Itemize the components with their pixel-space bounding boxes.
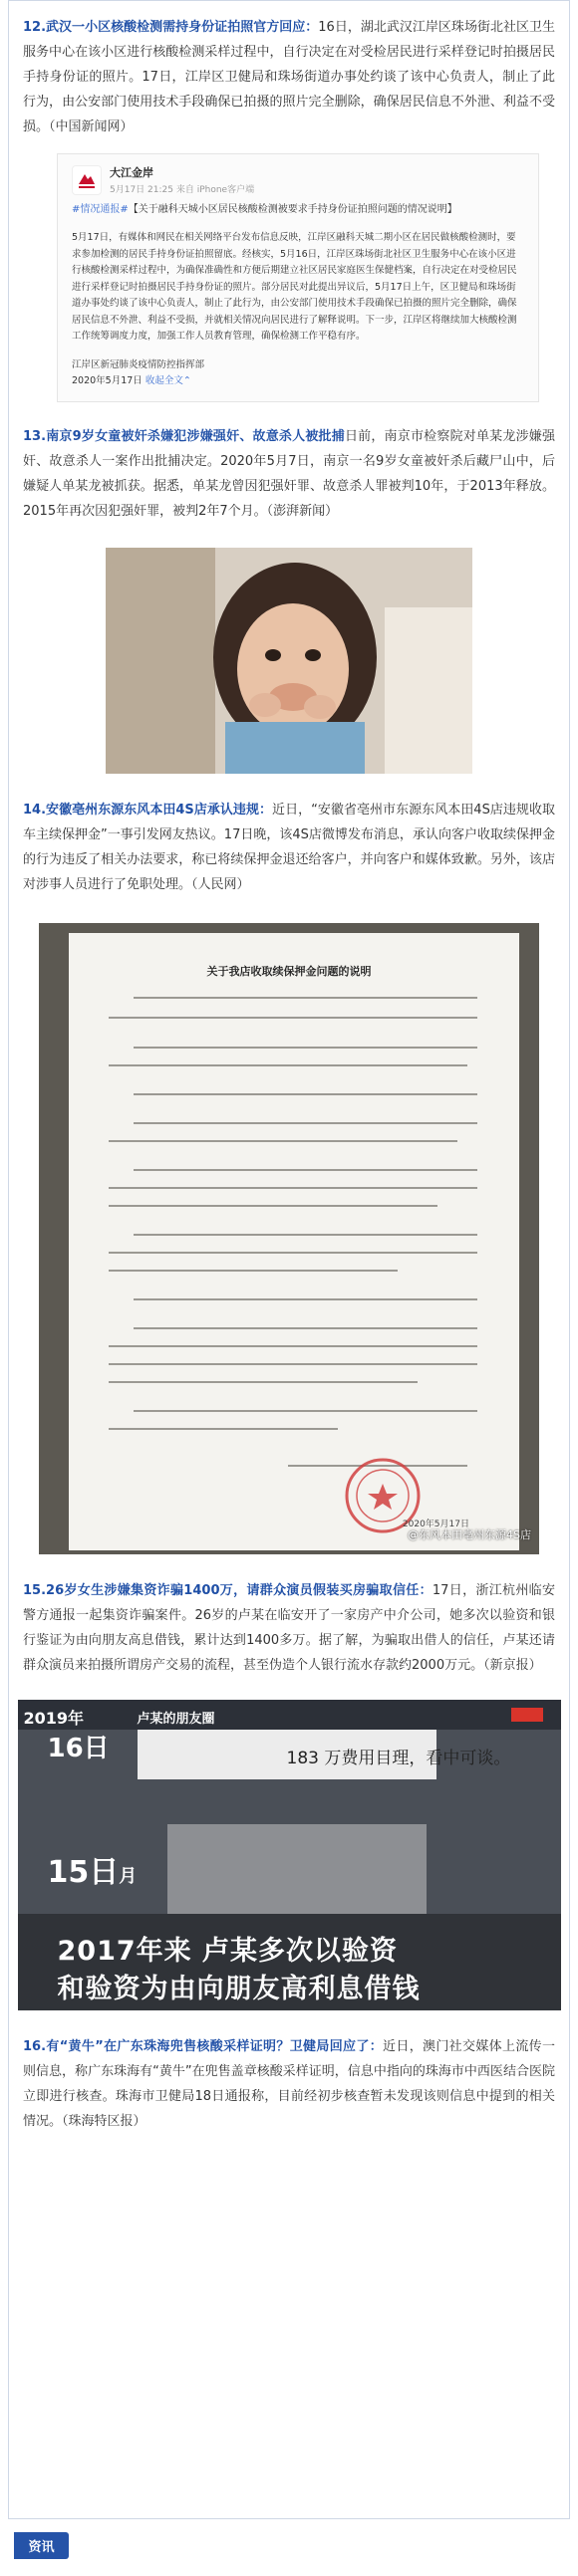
doc-title: 关于我店收取续保押金问题的说明 xyxy=(206,964,372,978)
collapse-link[interactable]: 收起全文 xyxy=(144,374,183,386)
video-caption-line-1: 2017年来 卢某多次以验资 xyxy=(57,1935,399,1967)
weibo-watermark: @东风本田亳州东源4S店 xyxy=(408,1527,531,1541)
news-paragraph xyxy=(23,798,555,897)
weibo-body: 5月17日，有媒体和网民在相关网络平台发布信息反映，江岸区融科天城二期小区在居民做核酸检测时，要求参加检测的居民手持身份证拍照留底。经核实，5月16日，江岸区珠场街北社区卫生服务中心在该小区进行核酸检测采样过程中，为确保准确性和方便后期建立社区居民家庭医生保健档案，自行决定在对受检居民进行采样登记时拍摄居民手持身份证的照片。部分居民对此提出异议后，5月17日上午，区卫健局和珠场街道办事处约谈了该中心负责人，制止了此行为，由公安部门使用技术手段确保已拍摄的照片完全删除，确保居民信息不外泄、利益不受损，并就相关情况向居民进行了解释说明。下一步，江岸区将继续加大核酸检测工作统筹调度力度，加强工作人员教育管理，确保检测工作平稳有序。 xyxy=(72,232,517,342)
weibo-sign-date: 2020年5月17日 xyxy=(72,374,143,386)
photo-wrap xyxy=(9,524,569,774)
weibo-time: 5月17日 21:25 来自 iPhone客户端 xyxy=(110,185,255,195)
news-body: 日前，南京市检察院对单某龙涉嫌强奸、故意杀人一案作出批捕决定。2020年5月7日，南京一名9岁女童被奸杀后藏尸山中，后嫌疑人单某龙被抓获。据悉，单某龙曾因犯强奸罪、故意杀人罪被判10年，于2013年释放。2015年再次因犯强奸罪，被判2年7个月。（澎湃新闻） xyxy=(23,428,555,519)
news-item-15 xyxy=(9,1554,569,1678)
news-headline: 12.武汉一小区核酸检测需持身份证拍照官方回应： xyxy=(23,20,319,35)
video-date-2-month: 月 xyxy=(119,1865,138,1887)
news-item-14 xyxy=(9,774,569,897)
weibo-header xyxy=(72,164,524,195)
section-tag-news[interactable]: 资讯 xyxy=(14,2532,69,2559)
video-date-2-day: 15日 xyxy=(47,1854,120,1890)
news-headline: 16.有“黄牛”在广东珠海兜售核酸采样证明？卫健局回应了： xyxy=(23,2038,384,2054)
weibo-sign-date-row xyxy=(72,373,524,389)
news-item-16 xyxy=(9,2010,569,2134)
chevron-up-icon: ⌃ xyxy=(182,374,191,386)
news-paragraph xyxy=(23,2034,555,2134)
news-headline: 15.26岁女生涉嫌集资诈骗1400万，请群众演员假装买房骗取信任： xyxy=(23,1582,433,1598)
news-body: 近日，“安徽省亳州市东源东风本田4S店违规收取车主续保押金”一事引发网友热议。17日晚，该4S店微博发布消息，承认向客户收取续保押金的行为违反了相关办法要求，称已将续保押金退还给客户，并向客户和媒体致歉。另外，该店对涉事人员进行了免职处理。（人民网） xyxy=(23,802,555,892)
doc-stamp-date: 2020年5月17日 xyxy=(402,1519,469,1529)
news-body: 16日，湖北武汉江岸区珠场街北社区卫生服务中心在该小区进行核酸检测采样过程中，自行决定在对受检居民进行采样登记时拍摄居民手持身份证的照片。17日，江岸区卫健局和珠场街道办事处约谈了该中心负责人，制止了此行为，由公安部门使用技术手段确保已拍摄的照片完全删除，确保居民信息不外泄、利益不受损。（中国新闻网） xyxy=(23,20,556,134)
video-wrap xyxy=(9,1678,569,2010)
news-paragraph xyxy=(23,424,555,524)
weibo-title: 【关于融科天城小区居民核酸检测被要求手持身份证拍照问题的情况说明】 xyxy=(128,204,457,215)
news-body: 17日，浙江杭州临安警方通报一起集资诈骗案件。26岁的卢某在临安开了一家房产中介公司，她多次以验资和银行鉴证为由向朋友高息借钱，累计达到1400多万。据了解，为骗取出借人的信任，卢某还请群众演员来拍摄所谓房产交易的流程，甚至伪造个人银行流水存款约2000万元。（新京报） xyxy=(23,1582,555,1673)
news-headline: 14.安徽亳州东源东风本田4S店承认违规： xyxy=(23,802,273,818)
video-topbar-title: 卢某的朋友圈 xyxy=(137,1711,215,1727)
weibo-signature xyxy=(72,357,524,389)
weibo-account-name[interactable]: 大江金岸 xyxy=(110,166,153,179)
news-paragraph xyxy=(23,15,555,139)
weibo-hashtag[interactable]: #情况通报# xyxy=(72,204,129,215)
news-item-12 xyxy=(9,1,569,139)
news-item-13 xyxy=(9,402,569,524)
weibo-screenshot xyxy=(57,153,539,402)
account-logo-icon xyxy=(72,165,102,195)
girl-photo xyxy=(106,548,472,774)
video-frame xyxy=(18,1700,561,2010)
news-body: 近日，澳门社交媒体上流传一则信息，称广东珠海有“黄牛”在兜售盖章核酸采样证明，信息中指向的珠海市中西医结合医院立即进行核查。珠海市卫健局18日通报称，目前经初步核查暂未发现该则信息中提到的相关情况。（珠海特区报） xyxy=(23,2038,555,2129)
document-photo xyxy=(39,923,539,1554)
video-date-1 xyxy=(48,1728,110,1764)
weibo-sign-org: 江岸区新冠肺炎疫情防控指挥部 xyxy=(72,358,205,370)
weibo-title-block xyxy=(72,201,524,218)
video-date-2 xyxy=(48,1847,138,1891)
doc-photo-wrap xyxy=(9,897,569,1554)
weibo-meta xyxy=(110,164,254,195)
video-caption-line-2: 和验资为由向朋友高利息借钱 xyxy=(57,1973,421,2004)
video-chat-text: 183 万费用目理，看中可谈。 xyxy=(286,1748,511,1768)
news-paragraph xyxy=(23,1578,555,1678)
news-headline: 13.南京9岁女童被奸杀嫌犯涉嫌强奸、故意杀人被批捕 xyxy=(23,428,345,444)
video-date-1-day: 16日 xyxy=(47,1733,110,1763)
news-card xyxy=(8,0,570,2519)
video-year: 2019年 xyxy=(23,1708,85,1728)
